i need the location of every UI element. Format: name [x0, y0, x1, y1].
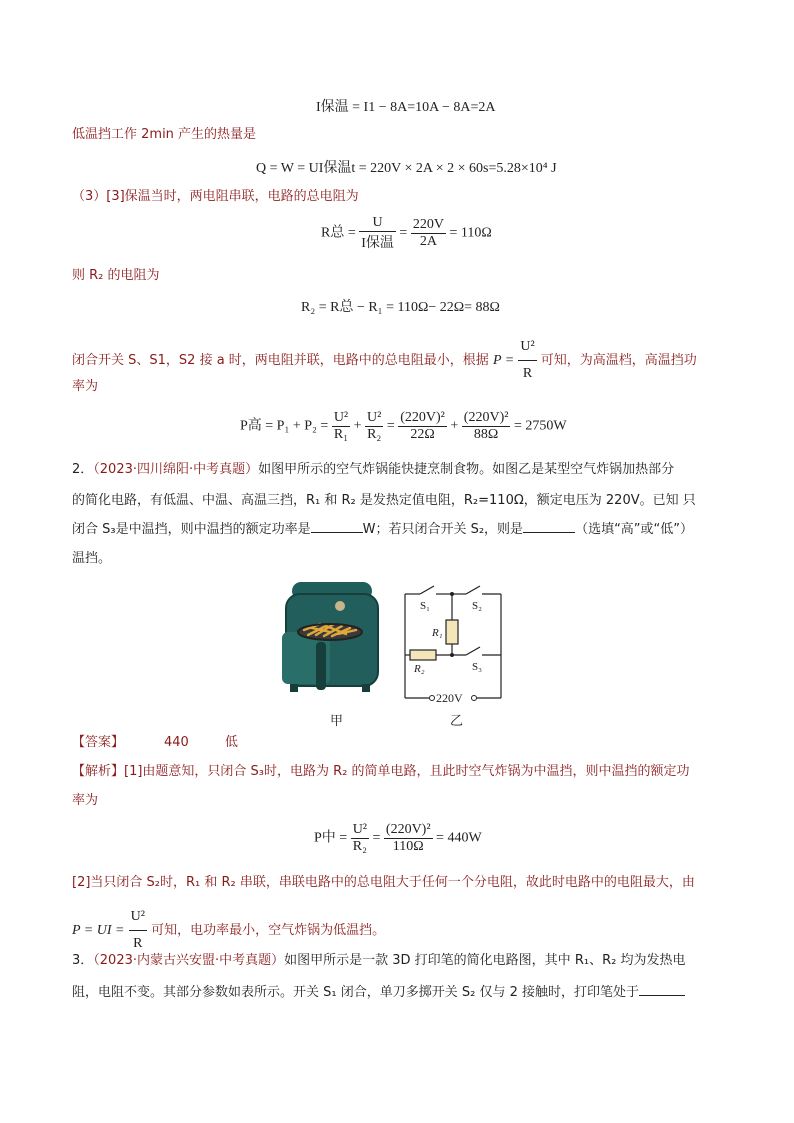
- equation-total-resistance: R总 = $\frac{U}{\text{I保温}}$ = $\frac{220V}{2A}$ = 110Ω: [321, 215, 492, 251]
- fraction: $\frac{\text{U²}}{\text{R₂}}$: [367, 410, 382, 442]
- equation-current: I保温 = I1 − 8A=10A − 8A=2A: [316, 100, 496, 115]
- answer-line: 【答案】 440 低: [72, 735, 238, 750]
- answer-blank-1[interactable]: [311, 520, 363, 533]
- question-2-line-4: 温挡。: [72, 551, 112, 566]
- answer-blank-2[interactable]: [523, 520, 575, 533]
- analysis-line-1: 【解析】[1]由题意知，只闭合 S₃时，电路为 R₂ 的简单电路，且此时空气炸锅为中温挡，则中温挡的额定功: [72, 764, 690, 779]
- fraction: $\frac{\text{(220V)²}}{88\Omega}$: [463, 410, 509, 442]
- label-voltage: 220V: [436, 691, 463, 704]
- question-3-line-2: 阻，电阻不变。其部分参数如表所示。开关 S₁ 闭合，单刀多掷开关 S₂ 仅与 2 接触时，打印笔处于: [72, 980, 722, 1006]
- air-fryer-image: [276, 580, 392, 700]
- equation-mid-power: P中 = $\frac{\text{U²}}{\text{R₂}}$ = $\frac{\text{(220V)²}}{110\Omega}$ = 440W: [314, 822, 482, 854]
- label-r2: R₂: [414, 663, 425, 675]
- resistor-r1: [446, 620, 458, 644]
- fraction: $\frac{\text{U²}}{\text{R₁}}$: [333, 410, 349, 442]
- text-r2-resistance: 则 R₂ 的电阻为: [72, 268, 160, 283]
- label-s2: S₂: [472, 600, 482, 612]
- question-3-line-1: 3．（2023·内蒙古兴安盟·中考真题）如图甲所示是一款 3D 打印笔的简化电路图，其中 R₁、R₂ 均为发热电: [72, 953, 686, 968]
- fraction: $\frac{220V}{2A}$: [412, 217, 444, 249]
- fraction: $\frac{\text{(220V)²}}{22\Omega}$: [400, 410, 445, 442]
- figure-label-jia: 甲: [330, 714, 344, 729]
- figure-label-yi: 乙: [450, 714, 464, 729]
- fraction: $\frac{\text{U²}}{R}$: [129, 904, 147, 957]
- question-2-line-1: 2．（2023·四川绵阳·中考真题）如图甲所示的空气炸锅能快捷烹制食物。如图乙是某型空气炸锅加热部分: [72, 462, 675, 477]
- eq3-lhs: R总 =: [321, 225, 356, 241]
- label-s3: S₃: [472, 661, 482, 673]
- resistor-r2: [410, 650, 436, 660]
- answer-blank-3[interactable]: [639, 983, 685, 996]
- label-s1: S₁: [420, 600, 430, 612]
- text-power-label: 率为: [72, 379, 99, 394]
- fraction: $\frac{U}{\text{I保温}}$: [361, 215, 394, 251]
- equation-heat: Q = W = UI保温t = 220V × 2A × 2 × 60s=5.28×10⁴ J: [256, 161, 557, 176]
- text-series-resistance: （3）[3]保温当时，两电阻串联，电路的总电阻为: [72, 189, 359, 204]
- text-low-temp-heat: 低温挡工作 2min 产生的热量是: [72, 127, 257, 142]
- question-2-line-2: 的简化电路，有低温、中温、高温三挡，R₁ 和 R₂ 是发热定值电阻，R₂=110Ω，额定电压为 220V。已知 只: [72, 493, 696, 508]
- analysis-line-2: 率为: [72, 793, 99, 808]
- fraction: $\frac{\text{U²}}{\text{R₂}}$: [352, 822, 367, 854]
- circuit-diagram: [400, 580, 510, 704]
- fraction: $\frac{\text{(220V)²}}{110\Omega}$: [385, 822, 431, 854]
- text-parallel: 闭合开关 S、S1，S2 接 a 时，两电阻并联，电路中的总电阻最小，根据 P = $\frac{\text{U²}}{R}$ 可知，为高温档，高温挡功: [72, 334, 722, 387]
- analysis-line-4: P = UI = $\frac{\text{U²}}{R}$ 可知，电功率最小，空气炸锅为低温挡。: [72, 904, 722, 957]
- label-r1: R₁: [432, 627, 443, 639]
- analysis-line-3: [2]当只闭合 S₂时，R₁ 和 R₂ 串联，串联电路中的总电阻大于任何一个分电阻，故此时电路中的电阻最大，由: [72, 875, 695, 890]
- equation-high-power: P高 = P₁ + P₂ = $\frac{\text{U²}}{\text{R₁}}$ + $\frac{\text{U²}}{\text{R₂}}$ = $\frac{\text{(220V)²}}{22\Omega}$ + $\frac{\text{(220V)²}}{88\Omega}$ = 2750W: [240, 410, 567, 442]
- fraction: $\frac{\text{U²}}{R}$: [518, 334, 536, 387]
- equation-r2: R₂ = R总 − R₁ = 110Ω− 22Ω= 88Ω: [301, 300, 500, 315]
- question-2-line-3: 闭合 S₃是中温挡，则中温挡的额定功率是 W；若只闭合开关 S₂，则是 （选填“高”或“低”）: [72, 522, 694, 537]
